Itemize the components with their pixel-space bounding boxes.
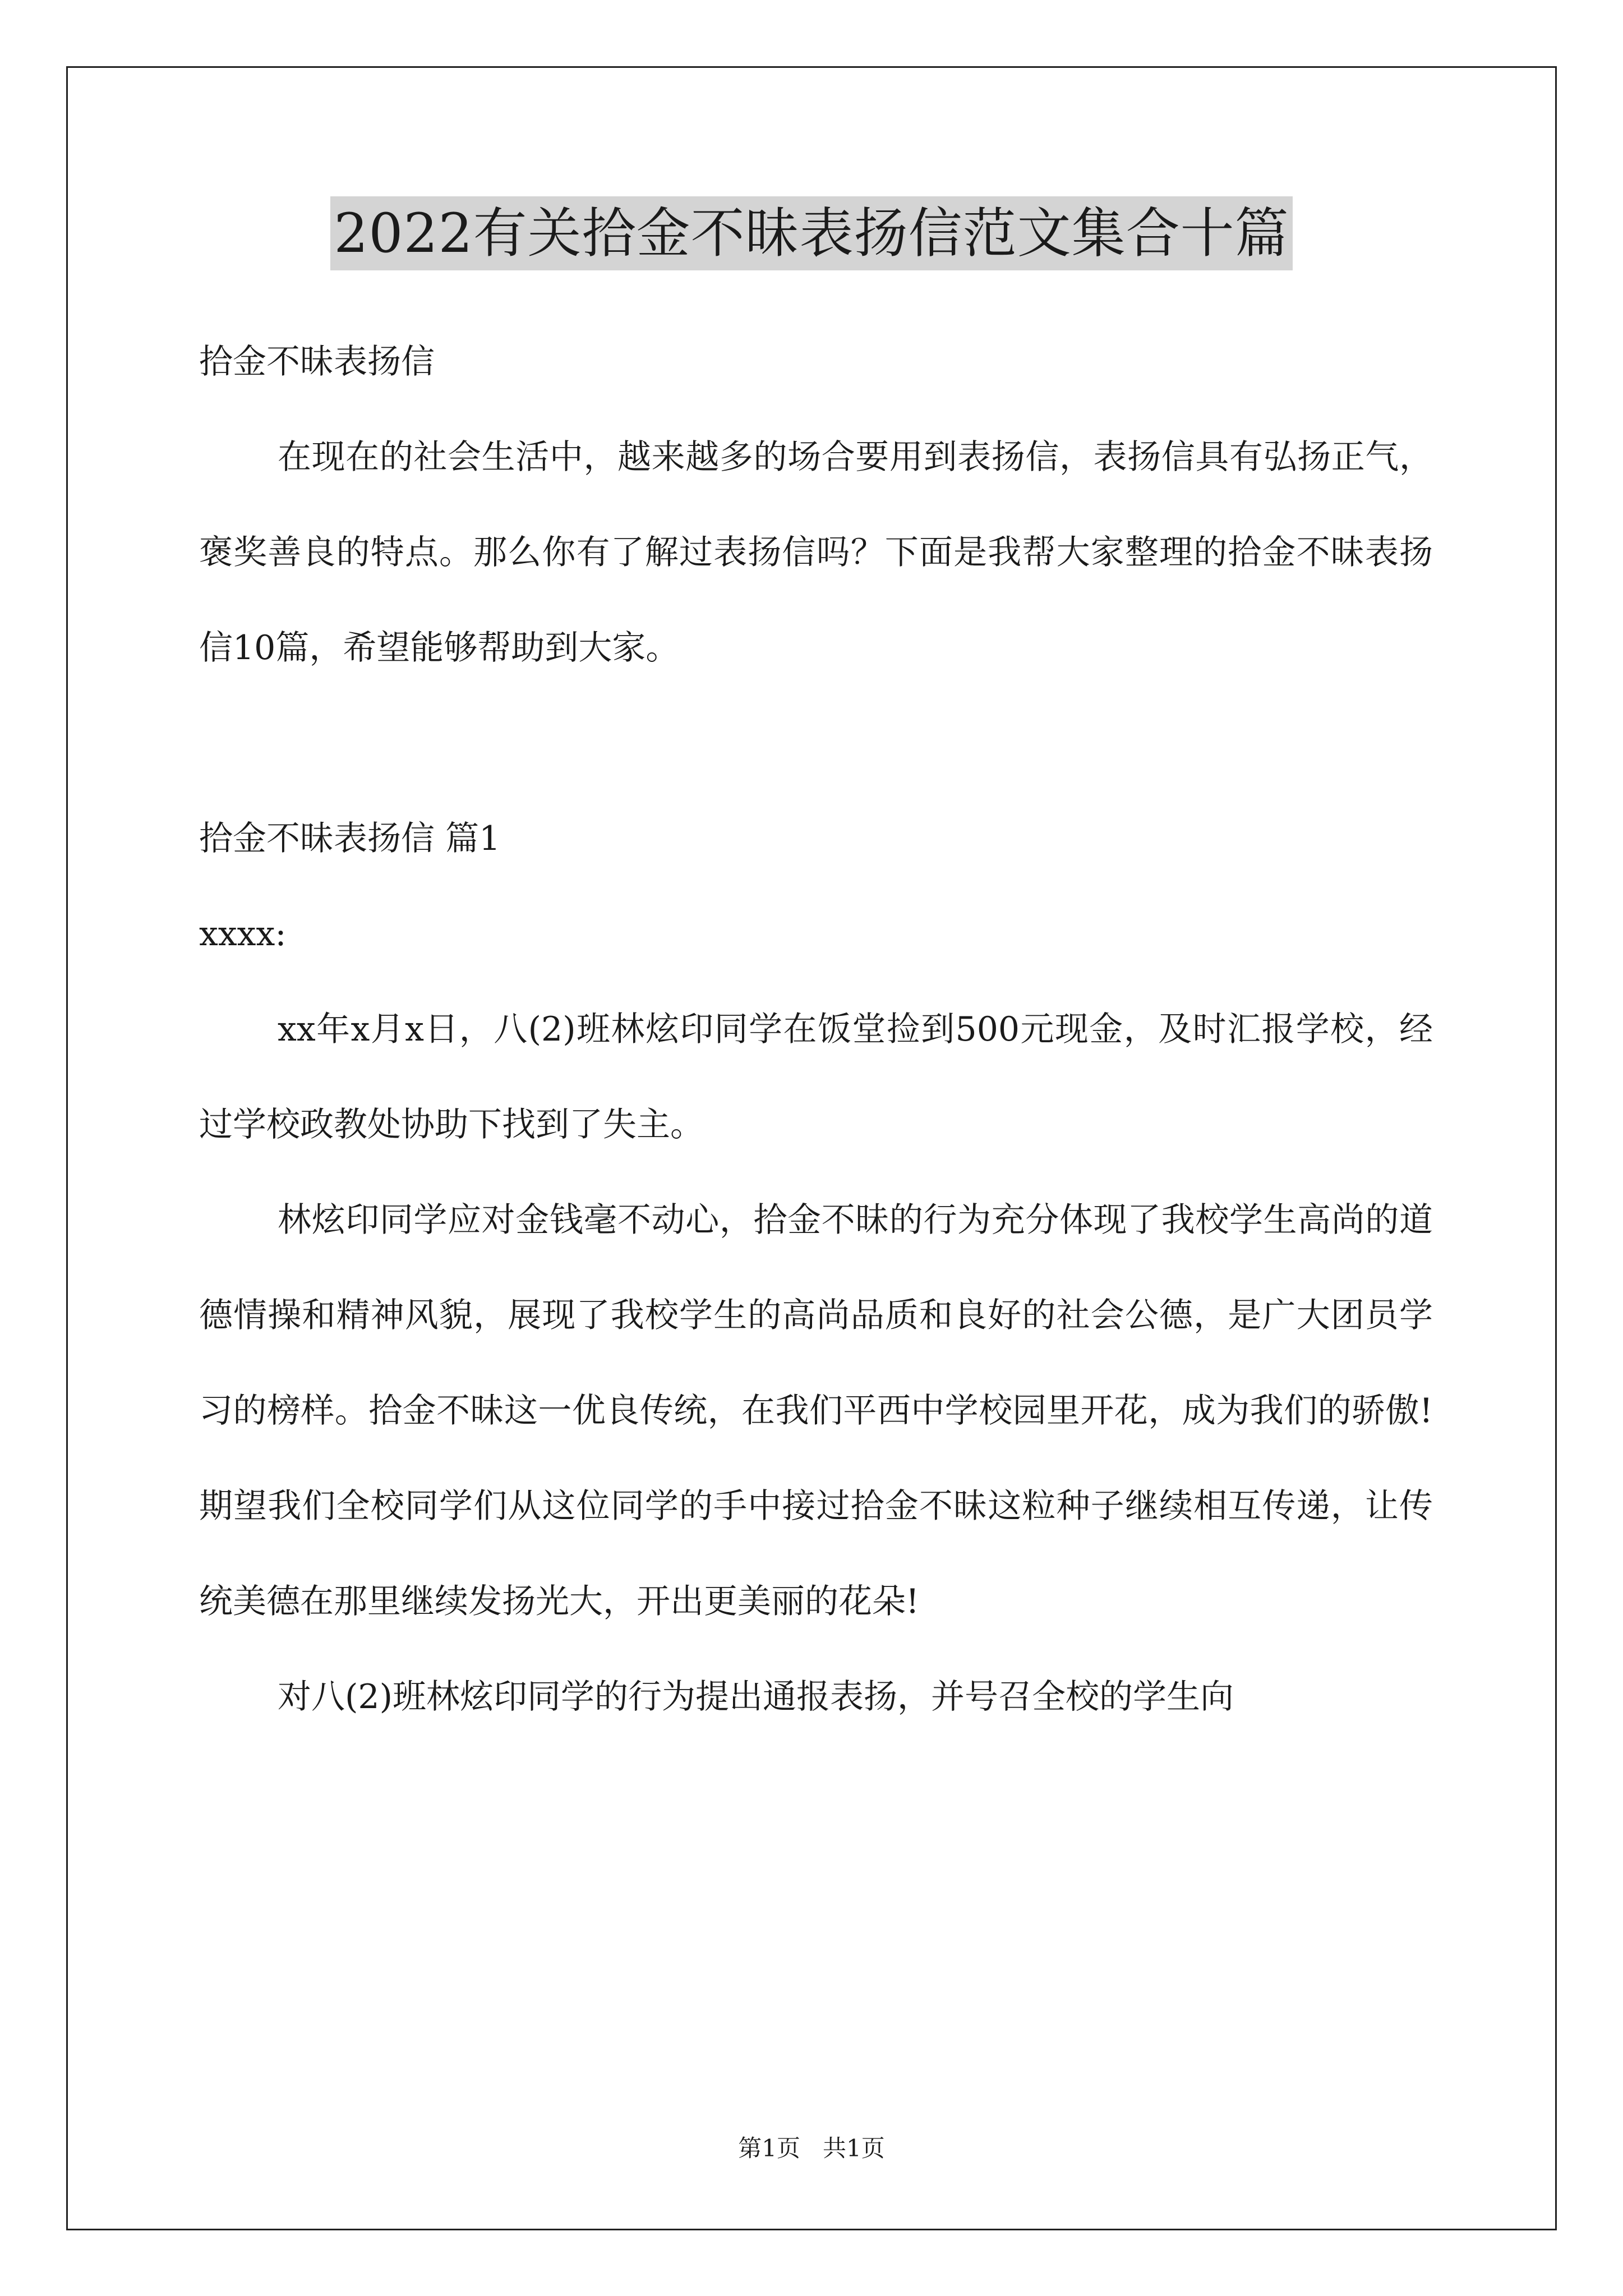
paragraph-spacer [199,696,1433,791]
title-container [0,196,1623,270]
letter-heading: 拾金不昧表扬信 篇1 [199,819,501,858]
document-title: 2022有关拾金不昧表扬信范文集合十篇 [330,196,1292,270]
salutation: xxxx: [199,914,287,954]
document-body [199,314,1433,1745]
body-paragraph-1: xx年x月x日，八(2)班林炫印同学在饭堂捡到500元现金，及时汇报学校，经过学校政教处协助下找到了失主。 [199,1010,1433,1144]
body-paragraph-2: 林炫印同学应对金钱毫不动心，拾金不昧的行为充分体现了我校学生高尚的道德情操和精神风貌，展现了我校学生的高尚品质和良好的社会公德，是广大团员学习的榜样。拾金不昧这一优良传统，在我们平西中学校园里开花，成为我们的骄傲!期望我们全校同学们从这位同学的手中接过拾金不昧这粒种子继续相互传递，让传统美德在那里继续发扬光大，开出更美丽的花朵! [199,1200,1433,1621]
page-footer: 第1页 共1页 [738,2134,885,2162]
intro-paragraph: 在现在的社会生活中，越来越多的场合要用到表扬信，表扬信具有弘扬正气，褒奖善良的特点。那么你有了解过表扬信吗？下面是我帮大家整理的拾金不昧表扬信10篇，希望能够帮助到大家。 [199,438,1433,668]
body-paragraph-3: 对八(2)班林炫印同学的行为提出通报表扬，并号召全校的学生向 [278,1677,1234,1717]
section-heading: 拾金不昧表扬信 [199,342,435,381]
